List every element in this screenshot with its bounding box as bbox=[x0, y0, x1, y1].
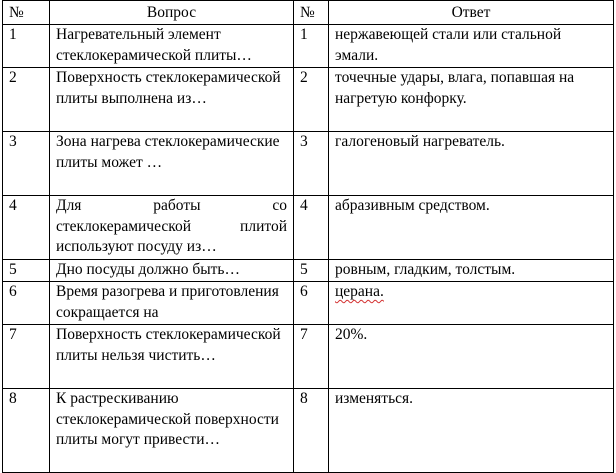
question-text: Поверхность стеклокерамической плиты выполнена из… bbox=[50, 68, 294, 132]
header-answer: Ответ bbox=[329, 1, 614, 25]
table-row bbox=[3, 389, 614, 473]
question-word: плитой bbox=[240, 217, 287, 235]
question-text: Дно посуды должно быть… bbox=[50, 260, 294, 282]
question-line bbox=[56, 217, 287, 238]
answer-text: абразивным средством. bbox=[329, 196, 614, 260]
table-row bbox=[3, 132, 614, 196]
header-number-left: № bbox=[3, 1, 50, 25]
answer-number: 1 bbox=[294, 25, 329, 68]
question-number: 5 bbox=[3, 260, 50, 282]
question-word: со bbox=[272, 197, 287, 214]
question-number: 2 bbox=[3, 68, 50, 132]
question-word: Для bbox=[56, 197, 82, 214]
answer-text: нержавеющей стали или стальной эмали. bbox=[329, 25, 614, 68]
answer-number: 5 bbox=[294, 260, 329, 282]
header-number-right: № bbox=[294, 1, 329, 25]
answer-number: 4 bbox=[294, 196, 329, 260]
table-row bbox=[3, 196, 614, 260]
table-row bbox=[3, 260, 614, 282]
question-number: 1 bbox=[3, 25, 50, 68]
table-row bbox=[3, 25, 614, 68]
spellcheck-marked-answer: церана. bbox=[335, 283, 384, 300]
question-text: Поверхность стеклокерамической плиты нельзя чистить… bbox=[50, 325, 294, 389]
question-word: стеклокерамической bbox=[56, 217, 192, 235]
table-row bbox=[3, 325, 614, 389]
question-number: 7 bbox=[3, 325, 50, 389]
answer-number: 8 bbox=[294, 389, 329, 473]
answer-text: ровным, гладким, толстым. bbox=[329, 260, 614, 282]
question-line: используют посуду из… bbox=[56, 238, 217, 255]
question-text: Время разогрева и приготовления сокращается на bbox=[50, 282, 294, 325]
answer-number: 7 bbox=[294, 325, 329, 389]
question-number: 3 bbox=[3, 132, 50, 196]
question-text: Зона нагрева стеклокерамические плиты может … bbox=[50, 132, 294, 196]
question-word: работы bbox=[153, 197, 201, 214]
table-row bbox=[3, 68, 614, 132]
table-row bbox=[3, 282, 614, 325]
answer-text: точечные удары, влага, попавшая на нагретую конфорку. bbox=[329, 68, 614, 132]
question-number: 6 bbox=[3, 282, 50, 325]
question-text bbox=[50, 196, 294, 260]
answer-text bbox=[329, 282, 614, 325]
answer-text: галогеновый нагреватель. bbox=[329, 132, 614, 196]
answer-number: 3 bbox=[294, 132, 329, 196]
qa-table bbox=[2, 0, 614, 473]
answer-text: изменяться. bbox=[329, 389, 614, 473]
header-question: Вопрос bbox=[50, 1, 294, 25]
answer-text: 20%. bbox=[329, 325, 614, 389]
question-text: Нагревательный элемент стеклокерамической плиты… bbox=[50, 25, 294, 68]
question-number: 4 bbox=[3, 196, 50, 260]
answer-number: 6 bbox=[294, 282, 329, 325]
question-text: К растрескиванию стеклокерамической поверхности плиты могут привести… bbox=[50, 389, 294, 473]
answer-number: 2 bbox=[294, 68, 329, 132]
question-line bbox=[56, 196, 287, 217]
header-row bbox=[3, 1, 614, 25]
question-number: 8 bbox=[3, 389, 50, 473]
